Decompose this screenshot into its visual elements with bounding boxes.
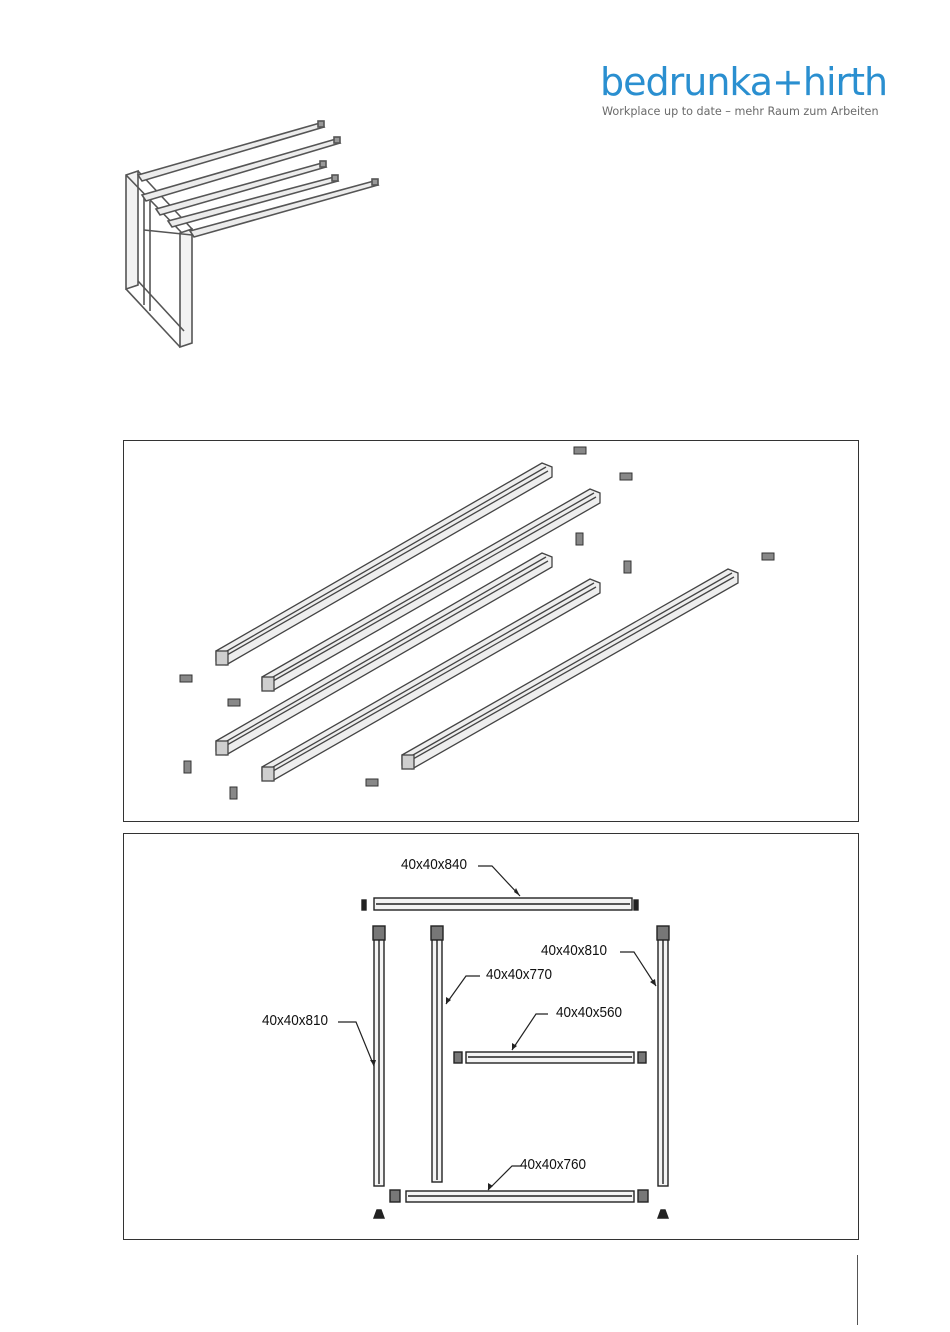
dim-top-beam: 40x40x840	[401, 856, 468, 873]
dim-right-post: 40x40x810	[541, 942, 608, 959]
dimension-drawing-panel	[123, 833, 859, 1240]
dim-bottom-beam: 40x40x760	[520, 1156, 587, 1173]
exploded-parts-panel	[123, 440, 859, 822]
brand-logo	[600, 60, 888, 120]
brand-name: bedrunka+hirth	[600, 60, 888, 104]
assembled-frame-illustration	[110, 105, 390, 355]
dim-inner-post: 40x40x770	[486, 966, 553, 983]
exploded-rails-illustration	[124, 441, 858, 821]
brand-tagline: Workplace up to date – mehr Raum zum Arbeiten	[602, 105, 879, 118]
frame-front-view	[124, 834, 858, 1239]
dim-mid-beam: 40x40x560	[556, 1004, 623, 1021]
dim-left-post: 40x40x810	[262, 1012, 329, 1029]
page-edge-rule	[857, 1255, 858, 1325]
